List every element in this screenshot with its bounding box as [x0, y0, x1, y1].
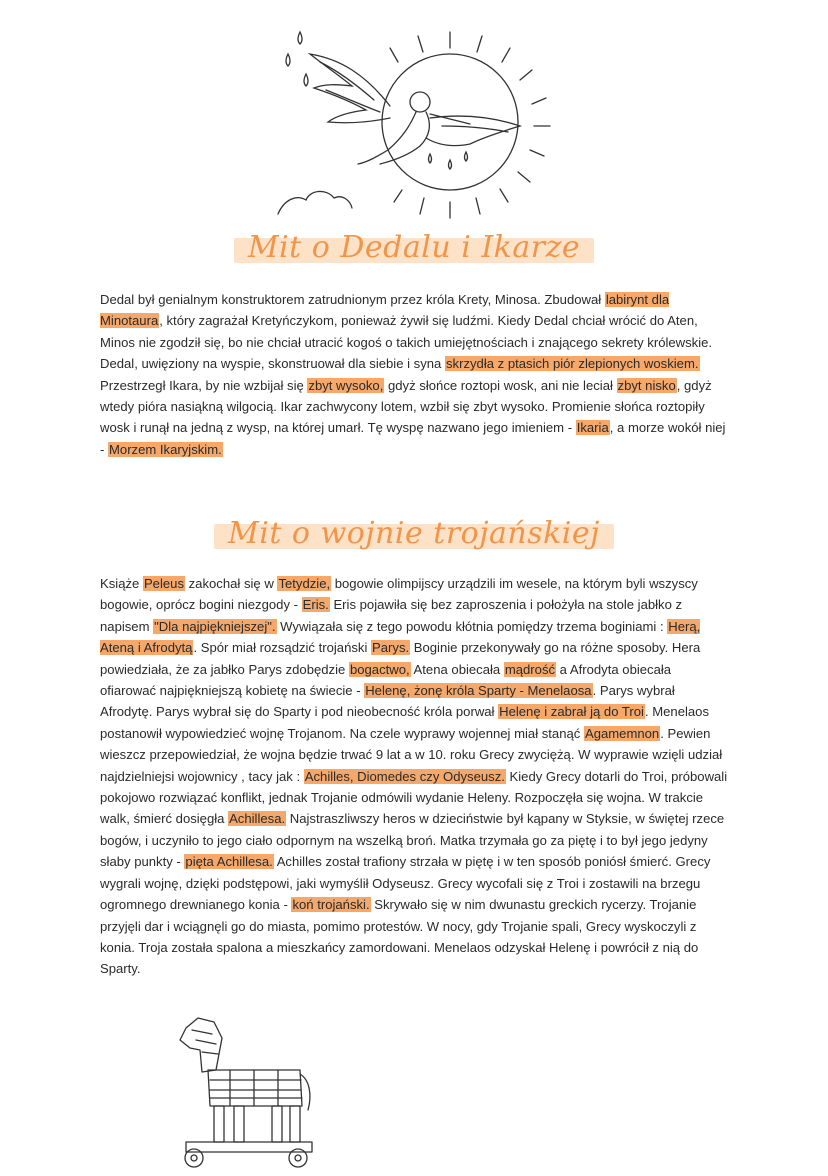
- section-title-trojan-war: Mit o wojnie trojańskiej: [214, 514, 614, 553]
- text-segment: . Menelaos postanowił wypowiedzieć wojnę Trojanom. Na czele wyprawy wojennej miał stanąć: [100, 704, 710, 741]
- highlighted-phrase: Peleus: [143, 576, 184, 591]
- text-segment: . Pewien wieszcz przepowiedział, że wojna będzie trwać 9 lat a w 10. roku Grecy zwyciężą. W wyprawie wzięli udział najdzielniejsi wojownicy , tacy jak :: [100, 725, 723, 784]
- highlighted-phrase: Helenę, żonę króla Sparty - Menelaosa: [365, 683, 592, 699]
- text-segment: . Parys wybrał Afrodytę. Parys wybrał się do Sparty i pod nieobecność króla porwał: [100, 683, 675, 720]
- highlighted-phrase: bogactwo,: [349, 661, 410, 677]
- highlighted-phrase: Ikaria: [576, 420, 609, 436]
- section-title-wrap: [0, 228, 828, 267]
- text-segment: Atena obiecała: [410, 661, 504, 677]
- text-segment: Najstraszliwszy heros w dzieciństwie był kąpany w Styksie, w świętej rzece bogów, i uczyniło to jego ciało odpornym na wszelką broń. Matka trzymała go za piętę i to był jego jedyny słaby punkty -: [100, 811, 725, 870]
- highlighted-phrase: pięta Achillesa.: [185, 854, 273, 870]
- highlighted-phrase: Parys.: [372, 640, 410, 656]
- highlighted-phrase: Eris.: [302, 597, 329, 613]
- text-segment: , który zagrażał Kretyńczykom, ponieważ żywił się ludźmi. Kiedy Dedal chciał wrócić do Aten, Minos nie zgodził się, bo nie chciał utracić kogoś o takich umiejętnościach i znającego sekrety królewskie. Dedal, uwięziony na wyspie, skonstruował dla siebie i syna: [100, 313, 713, 372]
- paragraph-dedal-ikar: [100, 289, 730, 460]
- highlighted-phrase: Morzem Ikaryjskim.: [109, 441, 222, 457]
- highlighted-phrase: Tetydzie,: [278, 576, 331, 591]
- highlighted-phrase: koń trojański.: [292, 897, 370, 913]
- text-segment: . Spór miał rozsądzić trojański: [193, 640, 372, 656]
- text-segment: Skrywało się w nim dwunastu greckich rycerzy. Trojanie przyjęli dar i wciągnęli go do miasta, pomimo protestów. W nocy, gdy Trojanie spali, Grecy wyskoczyli z konia. Troja została spalona a mieszkańcy zamordowani. Menelaos odzyskał Helenę i powrócił z nią do Sparty.: [100, 897, 699, 977]
- text-segment: gdyż słońce roztopi wosk, ani nie leciał: [384, 377, 617, 393]
- highlighted-phrase: labirynt dla Minotaura: [100, 292, 670, 329]
- text-segment: bogowie olimpijscy urządzili im wesele, na którym byli wszyscy bogowie, oprócz bogini niezgody -: [100, 576, 698, 613]
- text-segment: Dedal był genialnym konstruktorem zatrudnionym przez króla Krety, Minosa. Zbudował: [100, 292, 605, 307]
- text-segment: , a morze wokół niej -: [100, 420, 726, 457]
- text-segment: Wywiązała się z tego powodu kłótnia pomiędzy trzema boginiami :: [276, 618, 668, 634]
- highlighted-phrase: zbyt wysoko,: [308, 377, 384, 393]
- highlighted-phrase: mądrość: [504, 661, 556, 677]
- text-segment: Książe: [100, 576, 143, 591]
- text-segment: a Afrodyta obiecała ofiarować najpiękniejszą kobietę na świecie -: [100, 661, 672, 699]
- highlighted-phrase: zbyt nisko: [617, 377, 676, 393]
- text-segment: Eris pojawiła się bez zaproszenia i położyła na stole jabłko z napisem: [100, 597, 683, 634]
- highlighted-phrase: Achillesa.: [229, 811, 286, 827]
- section-title-dedal: Mit o Dedalu i Ikarze: [234, 228, 594, 267]
- text-segment: Kiedy Grecy dotarli do Troi, próbowali pokojowo rozwiązać konflikt, jednak Trojanie odmówili wydanie Heleny. Rozpoczęła się wojna. W trakcie walk, śmierć dosięgła: [100, 768, 728, 827]
- highlighted-phrase: Achilles, Diomedes czy Odyseusz.: [304, 768, 505, 784]
- highlighted-phrase: Helenę i zabrał ją do Troi: [499, 704, 644, 720]
- section-title-wrap: [0, 514, 828, 553]
- text-segment: zakochał się w: [185, 576, 278, 591]
- paragraph-trojan-war: [100, 573, 730, 980]
- highlighted-phrase: skrzydła z ptasich piór zlepionych woskiem.: [445, 356, 699, 372]
- highlighted-phrase: Herą, Ateną i Afrodytą: [100, 618, 701, 656]
- text-segment: Przestrzegł Ikara, by nie wzbijał się: [100, 377, 308, 393]
- trojan-horse-illustration-icon: [150, 1010, 320, 1171]
- text-segment: Boginie przekonywały go na różne sposoby. Hera powiedziała, że za jabłko Parys zdobędzie: [100, 640, 701, 677]
- highlighted-phrase: "Dla najpiękniejszej".: [154, 618, 276, 634]
- highlighted-phrase: Agamemnon: [584, 725, 660, 741]
- text-segment: Achilles został trafiony strzała w piętę i w ten sposób poniósł śmierć. Grecy wygrali wojnę, dzięki podstępowi, jaki wymyślił Odyseusz. Grecy wycofali się z Troi i zostawili na brzegu ogromnego drewnianego konia -: [100, 854, 711, 913]
- text-segment: , gdyż wtedy pióra nasiąkną wilgocią. Ikar zachwycony lotem, wzbił się zbyt wysoko. Promienie słońca roztopiły wosk i runął na jedną z wysp, na której umarł. Tę wyspę nazwano jego imieniem -: [100, 377, 712, 436]
- icarus-sun-illustration-icon: [270, 14, 560, 224]
